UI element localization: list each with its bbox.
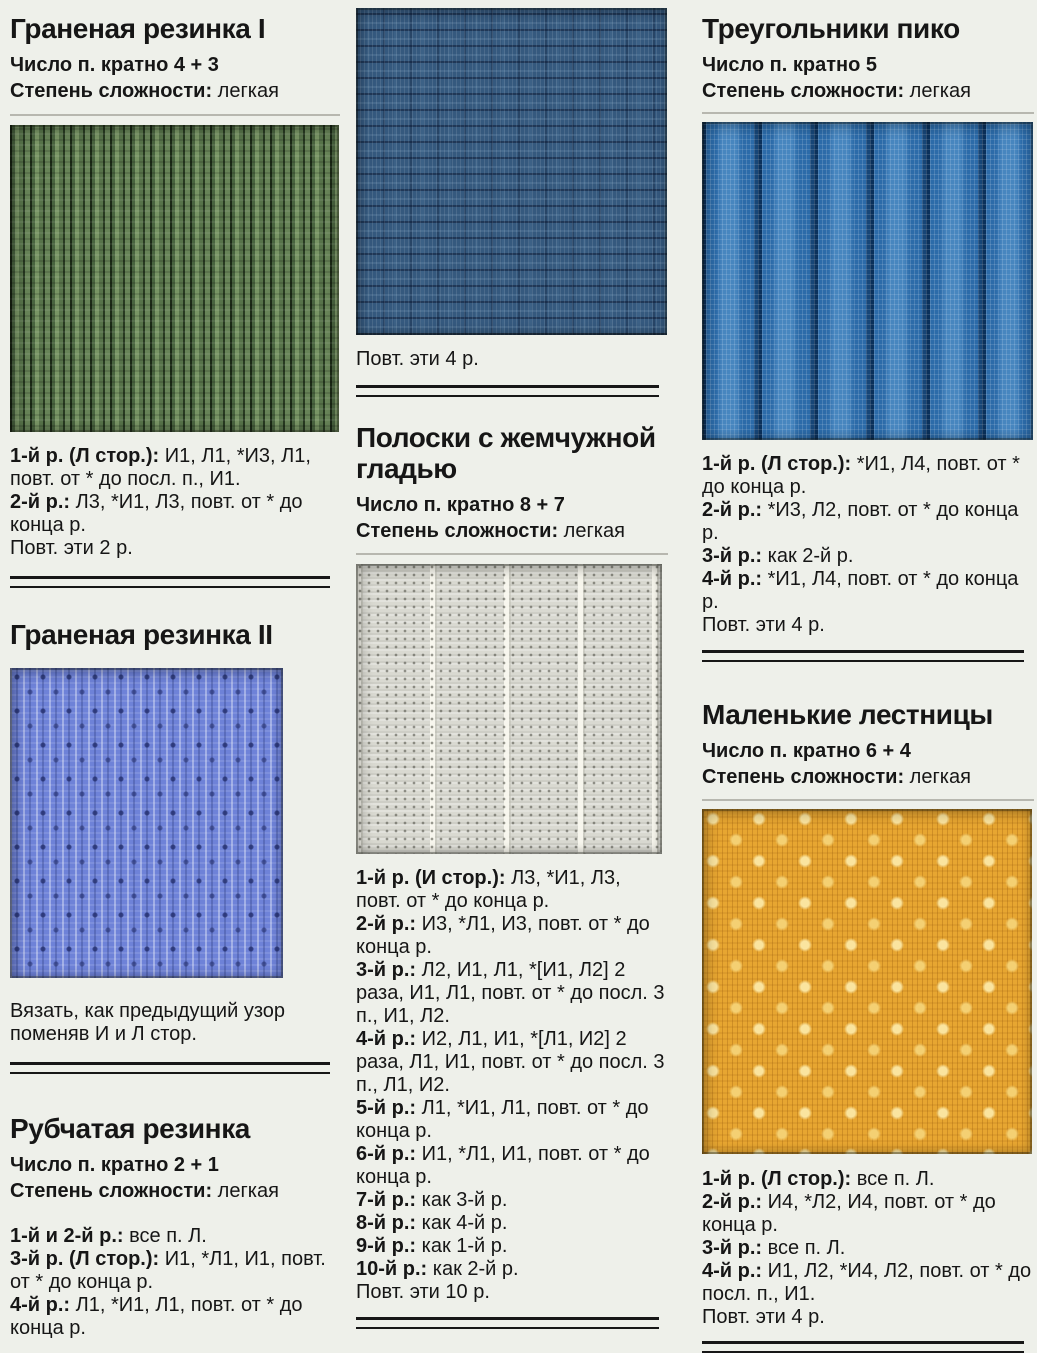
row-label: 7-й р.:: [356, 1188, 417, 1211]
instruction-row: [10, 1248, 340, 1294]
row-text: как 2-й р.: [432, 1257, 519, 1280]
row-text: все п. Л.: [856, 1167, 935, 1190]
row-label: 10-й р.:: [356, 1257, 428, 1280]
repeat-note: Повт. эти 4 р.: [356, 348, 479, 370]
instruction-row: [702, 1191, 1034, 1237]
row-text: И4, *Л2, И4, повт. от * до конца р.: [702, 1190, 996, 1236]
row-label: 1-й р. (Л стор.):: [702, 452, 852, 475]
row-text: все п. Л.: [129, 1225, 207, 1248]
row-text: И1, *Л1, И1, повт. от * до конца р.: [10, 1248, 326, 1294]
header-rule: [702, 112, 1034, 114]
row-text: *И1, Л4, повт. от * до конца р.: [702, 567, 1019, 613]
pattern-title: Рубчатая резинка: [10, 1112, 250, 1144]
difficulty-label: Степень сложности:: [10, 1180, 213, 1203]
header-rule: [356, 553, 668, 555]
difficulty-value: легкая: [909, 79, 971, 102]
row-label: 1-й р. (Л стор.):: [10, 444, 160, 467]
row-label: 1-й р. (Л стор.):: [702, 1167, 852, 1190]
instruction-row: [356, 1143, 668, 1189]
section-divider: [356, 385, 659, 397]
swatch-photo-green-rib: [10, 125, 339, 432]
difficulty-label: Степень сложности:: [702, 765, 905, 788]
instruction-row: [356, 959, 668, 1028]
row-text: как 1-й р.: [421, 1234, 508, 1257]
instruction-row: [702, 568, 1034, 614]
pattern-title: Полоски с жемчужной гладью: [356, 422, 656, 484]
instruction-row: [356, 1212, 668, 1235]
difficulty-value: легкая: [217, 79, 279, 102]
row-text: И1, Л2, *И4, Л2, повт. от * до посл. п., И1.: [702, 1259, 1032, 1305]
difficulty: [702, 80, 1034, 103]
pattern-note: Вязать, как предыдущий узор поменяв И и Л стор.: [10, 999, 286, 1045]
difficulty-label: Степень сложности:: [356, 519, 559, 542]
row-label: 3-й р. (Л стор.):: [10, 1248, 160, 1271]
difficulty-value: легкая: [909, 765, 971, 788]
instruction-row: [356, 867, 668, 913]
header-rule: [702, 799, 1034, 801]
repeat-note: Повт. эти 4 р.: [702, 613, 825, 636]
stitch-count: Число п. кратно 5: [702, 53, 877, 76]
section-divider: [10, 576, 330, 588]
row-text: Л1, *И1, Л1, повт. от * до конца р.: [10, 1294, 303, 1340]
repeat-note: Повт. эти 2 р.: [10, 536, 133, 559]
row-label: 1-й и 2-й р.:: [10, 1225, 124, 1248]
row-text: *И3, Л2, повт. от * до конца р.: [702, 498, 1019, 544]
difficulty-label: Степень сложности:: [10, 79, 213, 102]
instruction-row: [702, 1237, 1034, 1260]
swatch-photo-yellow-ladders: [702, 809, 1032, 1154]
row-text: Л2, И1, Л1, *[И1, Л2] 2 раза, И1, Л1, повт. от * до посл. 3 п., И1, Л2.: [356, 958, 665, 1027]
pattern-title: Маленькие лестницы: [702, 698, 993, 730]
pattern-title: Граненая резинка II: [10, 618, 273, 650]
row-text: И1, *Л1, И1, повт. от * до конца р.: [356, 1142, 650, 1188]
instruction-row: [356, 1028, 668, 1097]
section-divider: [702, 650, 1024, 662]
row-text: И1, Л1, *И3, Л1, повт. от * до посл. п., И1.: [10, 444, 311, 490]
swatch-photo-pearl-white: [356, 564, 662, 854]
row-label: 3-й р.:: [702, 544, 763, 567]
instruction-row: [356, 1258, 668, 1281]
row-label: 2-й р.:: [702, 1190, 763, 1213]
row-label: 4-й р.:: [10, 1294, 71, 1317]
difficulty-value: легкая: [563, 519, 625, 542]
row-label: 5-й р.:: [356, 1096, 417, 1119]
row-text: *И1, Л4, повт. от * до конца р.: [702, 452, 1020, 498]
instruction-row: [356, 913, 668, 959]
instruction-row: [10, 1225, 340, 1248]
row-label: 6-й р.:: [356, 1142, 417, 1165]
difficulty-label: Степень сложности:: [702, 79, 905, 102]
instruction-row: [356, 1235, 668, 1258]
row-text: как 4-й р.: [421, 1211, 508, 1234]
difficulty-value: легкая: [217, 1180, 279, 1203]
row-text: И2, Л1, И1, *[Л1, И2] 2 раза, Л1, И1, повт. от * до посл. 3 п., Л1, И2.: [356, 1027, 665, 1096]
row-label: 4-й р.:: [356, 1027, 417, 1050]
section-divider: [10, 1062, 330, 1074]
instruction-row: [702, 453, 1034, 499]
stitch-count: Число п. кратно 8 + 7: [356, 493, 565, 516]
swatch-photo-teal-knit: [356, 8, 667, 335]
instruction-row: [702, 499, 1034, 545]
row-label: 2-й р.:: [10, 490, 71, 513]
column-left: [10, 0, 340, 1340]
row-label: 2-й р.:: [702, 498, 763, 521]
instruction-row: [702, 1260, 1034, 1306]
row-text: Л3, *И1, Л3, повт. от * до конца р.: [356, 866, 621, 912]
pattern-title: Треугольники пико: [702, 13, 960, 44]
instruction-row: [702, 545, 1034, 568]
swatch-photo-azure-ribs: [702, 122, 1033, 440]
row-label: 8-й р.:: [356, 1211, 417, 1234]
row-text: Л1, *И1, Л1, повт. от * до конца р.: [356, 1096, 649, 1142]
row-label: 3-й р.:: [356, 958, 417, 981]
row-text: как 3-й р.: [421, 1188, 508, 1211]
row-label: 9-й р.:: [356, 1234, 417, 1257]
repeat-note: Повт. эти 10 р.: [356, 1280, 490, 1303]
instruction-row: [356, 1189, 668, 1212]
row-label: 1-й р. (И стор.):: [356, 866, 506, 889]
row-label: 3-й р.:: [702, 1236, 763, 1259]
difficulty: [356, 520, 668, 543]
row-label: 4-й р.:: [702, 567, 763, 590]
instruction-row: [10, 445, 340, 491]
row-text: все п. Л.: [767, 1236, 846, 1259]
header-rule: [10, 114, 340, 116]
row-text: Л3, *И1, Л3, повт. от * до конца р.: [10, 490, 303, 536]
row-label: 2-й р.:: [356, 912, 417, 935]
difficulty: [10, 80, 340, 103]
row-text: И3, *Л1, И3, повт. от * до конца р.: [356, 912, 650, 958]
instruction-row: [10, 491, 340, 537]
pattern-title: Граненая резинка I: [10, 13, 266, 44]
swatch-photo-periwinkle-rib: [10, 668, 283, 978]
row-label: 4-й р.:: [702, 1259, 763, 1282]
instruction-row: [356, 1097, 668, 1143]
column-middle: [356, 0, 668, 1329]
instruction-row: [702, 1168, 1034, 1191]
stitch-count: Число п. кратно 6 + 4: [702, 739, 911, 762]
stitch-count: Число п. кратно 4 + 3: [10, 53, 219, 76]
section-divider: [356, 1317, 659, 1329]
section-divider: [702, 1341, 1024, 1353]
repeat-note: Повт. эти 4 р.: [702, 1305, 825, 1328]
difficulty: [10, 1180, 340, 1203]
column-right: [702, 0, 1034, 1353]
difficulty: [702, 766, 1034, 789]
stitch-count: Число п. кратно 2 + 1: [10, 1154, 219, 1177]
instruction-row: [10, 1294, 340, 1340]
row-text: как 2-й р.: [767, 544, 854, 567]
